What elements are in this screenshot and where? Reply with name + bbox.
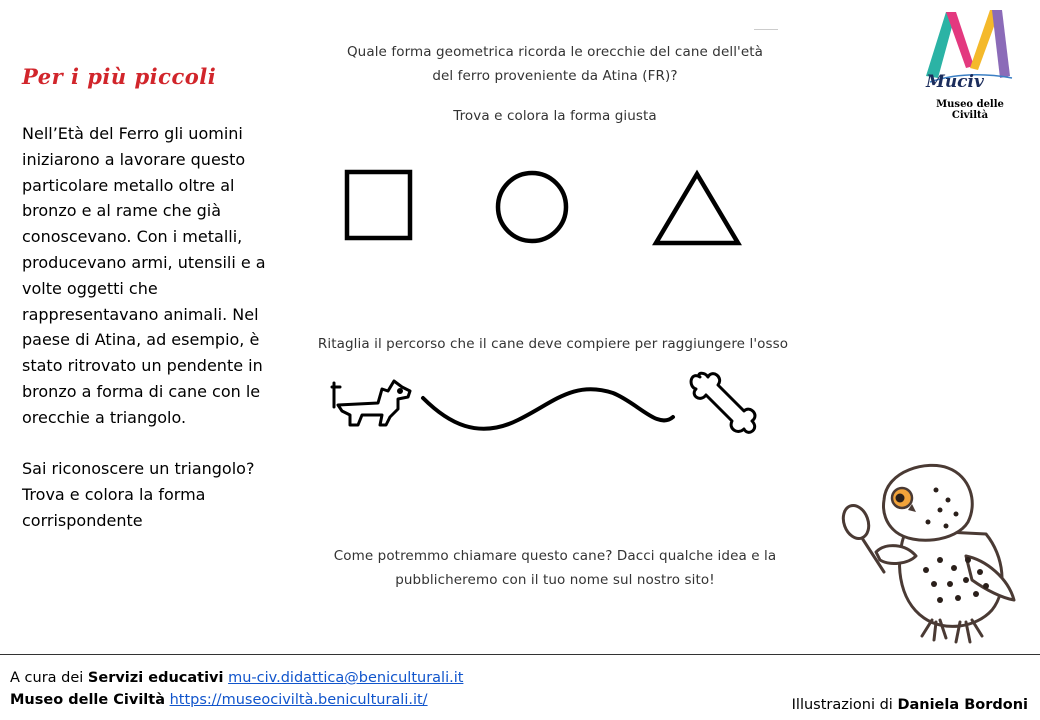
- footer-prefix: A cura dei: [10, 670, 88, 686]
- magnifier-lens: [839, 502, 873, 542]
- logo-stroke-purple: [992, 10, 1010, 78]
- credit-name: Daniela Bordoni: [897, 697, 1028, 713]
- logo-caption: Museo delle Civiltà: [936, 99, 1004, 121]
- dog-icon: [332, 381, 410, 425]
- owl-illustration: [836, 460, 1026, 648]
- wavy-path[interactable]: [423, 389, 673, 429]
- footer-line-2: [10, 689, 463, 711]
- credit-prefix: Illustrazioni di: [791, 697, 898, 713]
- illustration-credit: [792, 697, 1028, 713]
- activity1-question-line2: del ferro proveniente da Atina (FR)?: [432, 68, 678, 84]
- activity1-question: [320, 40, 790, 88]
- path-row: [328, 365, 768, 440]
- triangle-shape[interactable]: [656, 174, 738, 243]
- logo-stroke-magenta: [946, 12, 974, 68]
- square-shape[interactable]: [347, 172, 410, 238]
- footer-line-1: [10, 667, 463, 689]
- activity2-instruction: Ritaglia il percorso che il cane deve compiere per raggiungere l'osso: [317, 336, 789, 352]
- intro-text: [22, 121, 284, 534]
- footer-museum: Museo delle Civiltà: [10, 692, 165, 708]
- muciv-logo: [916, 6, 1022, 112]
- intro-question: Sai riconoscere un triangolo? Trova e colora la forma corrispondente: [22, 459, 255, 530]
- intro-paragraph: Nell’Età del Ferro gli uomini iniziarono a lavorare questo particolare metallo oltre al bronzo e al rame che già conoscevano. Con i metalli, producevano armi, utensili e a volte oggetti che rappresentavano animali. Nel paese di Atina, ad esempio, è stato ritrovato un pendente in bronzo a forma di cane con le orecchie a triangolo.: [22, 124, 266, 427]
- footer-divider: [0, 654, 1040, 655]
- circle-shape[interactable]: [498, 173, 566, 241]
- bone-icon: [691, 373, 755, 432]
- email-link[interactable]: mu-civ.didattica@beniculturali.it: [228, 670, 464, 686]
- activity3-line2: pubblicheremo con il tuo nome sul nostro sito!: [395, 572, 715, 588]
- activity1-instruction: Trova e colora la forma giusta: [453, 108, 657, 124]
- footer: [10, 667, 463, 711]
- footer-services: Servizi educativi: [87, 670, 224, 686]
- activity1-question-line1: Quale forma geometrica ricorda le orecchie del cane dell'età: [346, 44, 764, 60]
- shapes-row: [330, 160, 760, 260]
- activity3-text: [320, 544, 790, 592]
- divider: [754, 29, 778, 30]
- website-link[interactable]: https://museociviltà.beniculturali.it/: [169, 692, 428, 708]
- section-title: Per i più piccoli: [22, 64, 217, 89]
- logo-wordmark: Muciv: [926, 72, 984, 92]
- activity3-line1: Come potremmo chiamare questo cane? Dacci qualche idea e la: [333, 548, 777, 564]
